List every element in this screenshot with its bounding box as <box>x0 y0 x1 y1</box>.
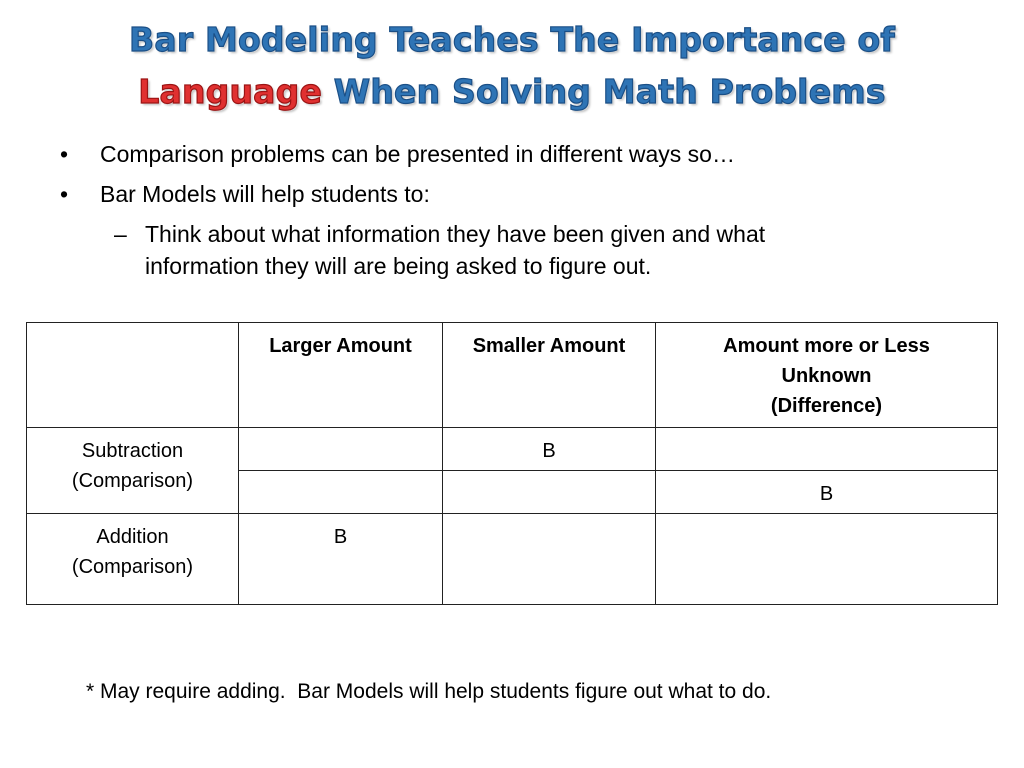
sub-bullet-text-line-1: Think about what information they have been given and what <box>145 221 766 247</box>
row-label-line: Subtraction <box>81 440 184 462</box>
sub-bullet-text-line-2: information they will are being asked to figure out. <box>145 253 652 279</box>
title-highlight-word: Language <box>138 72 323 111</box>
bullet-list <box>60 138 960 282</box>
bullet-text: Bar Models will help students to: <box>100 181 430 207</box>
table-row <box>27 428 998 471</box>
title-line-1-text: Bar Modeling Teaches The Importance of <box>129 20 895 59</box>
table-row <box>27 514 998 605</box>
sub-bullet-item <box>60 218 960 282</box>
header-line: Amount more or Less <box>723 335 930 357</box>
row-label-line: Addition <box>96 526 169 548</box>
header-line: (Difference) <box>770 395 883 417</box>
bullet-item <box>60 138 960 171</box>
table-cell <box>239 428 443 471</box>
header-line: Unknown <box>781 365 872 387</box>
table-cell <box>656 514 998 605</box>
row-label-subtraction <box>27 428 239 514</box>
bullet-marker: • <box>60 181 69 207</box>
row-label-addition <box>27 514 239 605</box>
table-cell: B <box>239 514 443 605</box>
bullet-text: Comparison problems can be presented in different ways so… <box>100 141 735 167</box>
footnote: * May require adding. Bar Models will help students figure out what to do. <box>86 680 772 703</box>
slide-title <box>0 14 1024 118</box>
table-cell: B <box>656 471 998 514</box>
bullet-item <box>60 178 960 211</box>
row-label-line: (Comparison) <box>71 556 194 578</box>
table-cell <box>239 471 443 514</box>
table-header-row <box>27 323 998 428</box>
title-line-1 <box>0 14 1024 66</box>
sub-bullet-marker: – <box>114 221 127 247</box>
table-header-larger-amount: Larger Amount <box>239 323 443 428</box>
bullet-marker: • <box>60 141 69 167</box>
table-cell <box>443 471 656 514</box>
table-header-difference <box>656 323 998 428</box>
table-cell <box>443 514 656 605</box>
title-line-2-text: When Solving Math Problems <box>322 72 886 111</box>
row-label-line: (Comparison) <box>71 470 194 492</box>
title-line-2 <box>0 66 1024 118</box>
table-cell <box>656 428 998 471</box>
comparison-table <box>26 322 998 605</box>
table-header-empty <box>27 323 239 428</box>
table-cell: B <box>443 428 656 471</box>
table-header-smaller-amount: Smaller Amount <box>443 323 656 428</box>
